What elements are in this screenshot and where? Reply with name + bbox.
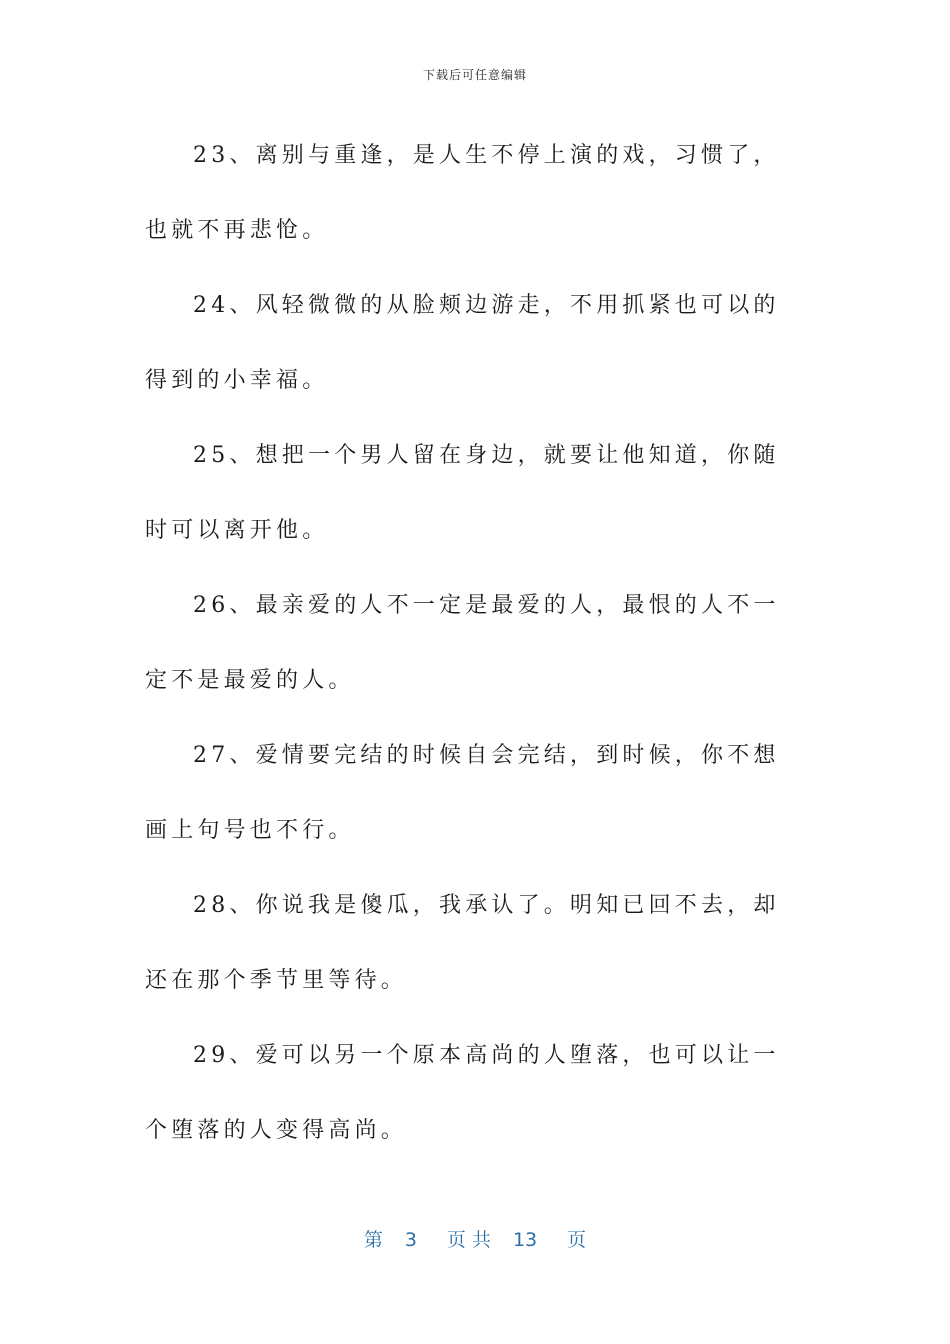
footer-total-pages: 13 [512,1229,538,1251]
footer-current-page: 3 [404,1229,417,1251]
paragraph-24: 24、风轻微微的从脸颊边游走，不用抓紧也可以的得到的小幸福。 [145,293,780,393]
document-body [145,118,795,1168]
paragraph-27: 27、爱情要完结的时候自会完结，到时候，你不想画上句号也不行。 [145,743,780,843]
footer-prefix: 第 [363,1229,383,1251]
page-header: 下载后可任意编辑 [422,68,527,82]
footer-middle: 页 共 [446,1229,491,1251]
page-footer [0,1225,950,1252]
paragraph-23: 23、离别与重逢，是人生不停上演的戏，习惯了，也就不再悲怆。 [145,143,780,243]
paragraph-25: 25、想把一个男人留在身边，就要让他知道，你随时可以离开他。 [145,443,780,543]
paragraph-29: 29、爱可以另一个原本高尚的人堕落，也可以让一个堕落的人变得高尚。 [145,1043,780,1143]
footer-suffix: 页 [567,1229,587,1251]
paragraph-26: 26、最亲爱的人不一定是最爱的人，最恨的人不一定不是最爱的人。 [145,593,780,693]
paragraph-28: 28、你说我是傻瓜，我承认了。明知已回不去，却还在那个季节里等待。 [145,893,780,993]
